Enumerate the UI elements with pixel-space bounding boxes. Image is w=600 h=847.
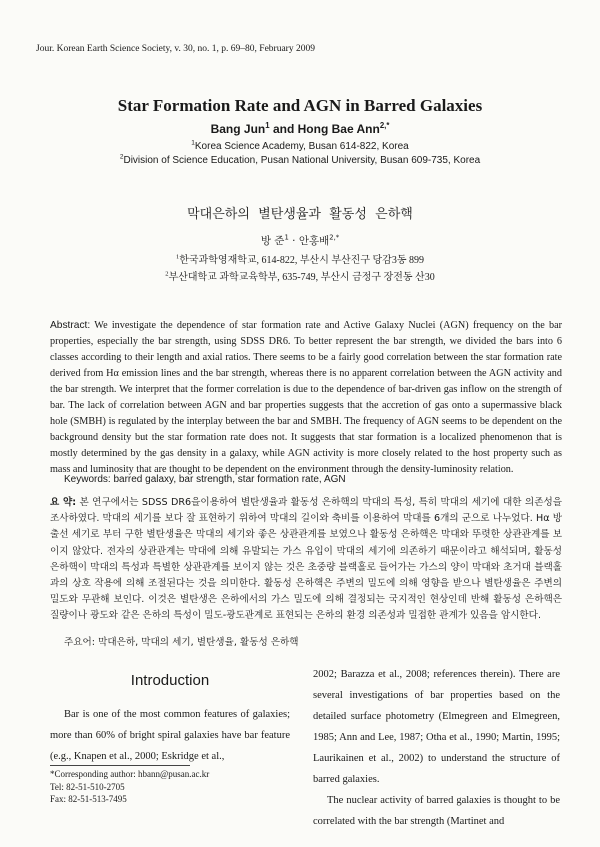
affiliation-text: 부산대학교 과학교육학부, 635-749, 부산시 금정구 장전동 산30 — [168, 272, 435, 283]
affiliation-text: Division of Science Education, Pusan National University, Busan 609-735, Korea — [123, 155, 481, 166]
author-list — [0, 122, 600, 136]
korean-author-list — [0, 233, 600, 248]
body-paragraph: Bar is one of the most common features of galaxies; more than 60% of bright spiral galaxies have bar feature (e.g., Knapen et al., 2000; Eskridge et al., — [50, 709, 290, 762]
author-joiner: and — [269, 122, 298, 136]
keywords-text: barred galaxy, bar strength, star formation rate, AGN — [110, 474, 346, 485]
author-affil-mark: 2,* — [329, 233, 340, 242]
footnote-divider — [50, 765, 190, 766]
footnotes — [50, 768, 290, 806]
journal-citation: Jour. Korean Earth Science Society, v. 30, no. 1, p. 69–80, February 2009 — [36, 44, 315, 54]
affiliation — [0, 141, 600, 152]
abstract-text: We investigate the dependence of star formation rate and Active Galaxy Nuclei (AGN) frequency on the bar properties, especially the bar strength, using SDSS DR6. To better represent the bar strength, we divided the bars into 6 classes according to their length and axial ratios. There seems to be a fairly good correlation between the star formation rate derived from Hα emission lines and the bar strength, whereas there is no apparent correlation between the AGN activity and the bar strength. We interpret that the former correlation is due to the dependence of bar-driven gas inflow on the strength of bar. The lack of correlation between AGN and bar properties suggests that the accretion of gas onto a supermassive black hole (SMBH) is regulated by the interplay between the bar and SMBH. The frequency of AGN seems to be dependent on the background density but the star formation rate does not. It suggests that star formation is a localized phenomenon that is mostly determined by the gas density in a galaxy, while AGN activity is more closely related to the host property such as mass and luminosity that are thought to be dependent on the environment through the density-luminosity relation. — [50, 320, 562, 475]
author-name: Bang Jun — [210, 122, 266, 136]
footnote-line: Fax: 82-51-513-7495 — [50, 794, 127, 804]
abstract-label: Abstract: — [50, 320, 91, 331]
affiliation-text: 한국과학영재학교, 614-822, 부산시 부산진구 당감3동 899 — [179, 255, 424, 266]
abstract — [50, 318, 562, 478]
korean-abstract-label: 요 약: — [50, 497, 77, 508]
footnote-line: *Corresponding author: hbann@pusan.ac.kr — [50, 769, 210, 779]
body-paragraph: The nuclear activity of barred galaxies is thought to be correlated with the bar strength (Martinet and — [313, 795, 560, 827]
affiliation-mark: 1 — [191, 139, 195, 147]
korean-keywords-text: 막대은하, 막대의 세기, 별탄생율, 활동성 은하핵 — [95, 637, 299, 648]
korean-abstract-text: 본 연구에서는 SDSS DR6을이용하여 별탄생율과 활동성 은하핵의 막대의 특성, 특히 막대의 세기에 대한 의존성을 조사하였다. 막대의 세기를 보다 잘 표현하기 위하여 막대의 길이와 축비를 이용하여 막대를 6개의 군으로 나누었다. Hα 방출선 세기로 부터 구한 별탄생율은 막대의 세기와 좋은 상관관계를 보였으나 활동성 은하핵은 막대와 뚜렷한 상관관계를 보이지 않았다. 전자의 상관관계는 막대에 의해 유발되는 가스 유입이 막대의 세기에 의존하기 때문이라고 해석되며, 활동성 은하핵이 막대의 특성과 특별한 상관관계를 보이지 않는 것은 초중량 블랙홀로 들어가는 가스의 양이 막대와 초거대 블랙홀과의 상호 작용에 의해 조절된다는 것을 의미한다. 활동성 은하핵은 주변의 밀도에 의해 영향을 받으나 별탄생율은 주변의 밀도와 무관해 보인다. 이것은 별탄생은 은하에서의 가스 밀도에 의해 결정되는 국지적인 현상인데 반해 활동성 은하핵은 질량이나 광도와 같은 은하의 특성이 밀도-광도관계로 표현되는 은하의 환경 의존성과 밀접한 관계가 있음을 암시한다. — [50, 497, 562, 622]
author-affil-mark: 1 — [284, 233, 289, 242]
korean-keywords-label: 주요어: — [64, 637, 96, 648]
korean-affiliation — [0, 251, 600, 266]
korean-title: 막대은하의 별탄생율과 활동성 은하핵 — [187, 207, 413, 222]
affiliation-mark: 2 — [165, 270, 169, 278]
author-affil-mark: 2,* — [379, 121, 390, 130]
author-joiner: · — [288, 235, 299, 247]
author-affil-mark: 1 — [265, 121, 270, 130]
left-column — [50, 704, 290, 767]
author-name: 안홍배 — [298, 235, 330, 247]
korean-abstract — [50, 495, 562, 625]
author-name: 방 준 — [260, 235, 285, 247]
affiliation-text: Korea Science Academy, Busan 614-822, Korea — [194, 141, 409, 152]
korean-keywords — [64, 634, 564, 648]
footnote-line: Tel: 82-51-510-2705 — [50, 781, 125, 792]
section-heading: Introduction — [130, 672, 210, 689]
keywords — [64, 474, 564, 485]
korean-affiliation — [0, 268, 600, 283]
body-paragraph: 2002; Barazza et al., 2008; references therein). There are several investigations of bar properties based on the detailed surface photometry (Elmegreen and Elmegreen, 1985; Ann and Lee, 1987; Otha et al., 1990; Martin, 1995; Laurikainen et al., 2002) to understand the structure of barred galaxies. — [313, 669, 560, 785]
affiliation-mark: 1 — [176, 253, 180, 261]
author-name: Hong Bae Ann — [297, 122, 380, 136]
keywords-label: Keywords: — [64, 474, 111, 485]
affiliation — [0, 155, 600, 166]
affiliation-mark: 2 — [119, 153, 124, 161]
right-column — [313, 664, 560, 832]
paper-title: Star Formation Rate and AGN in Barred Galaxies — [117, 96, 483, 115]
